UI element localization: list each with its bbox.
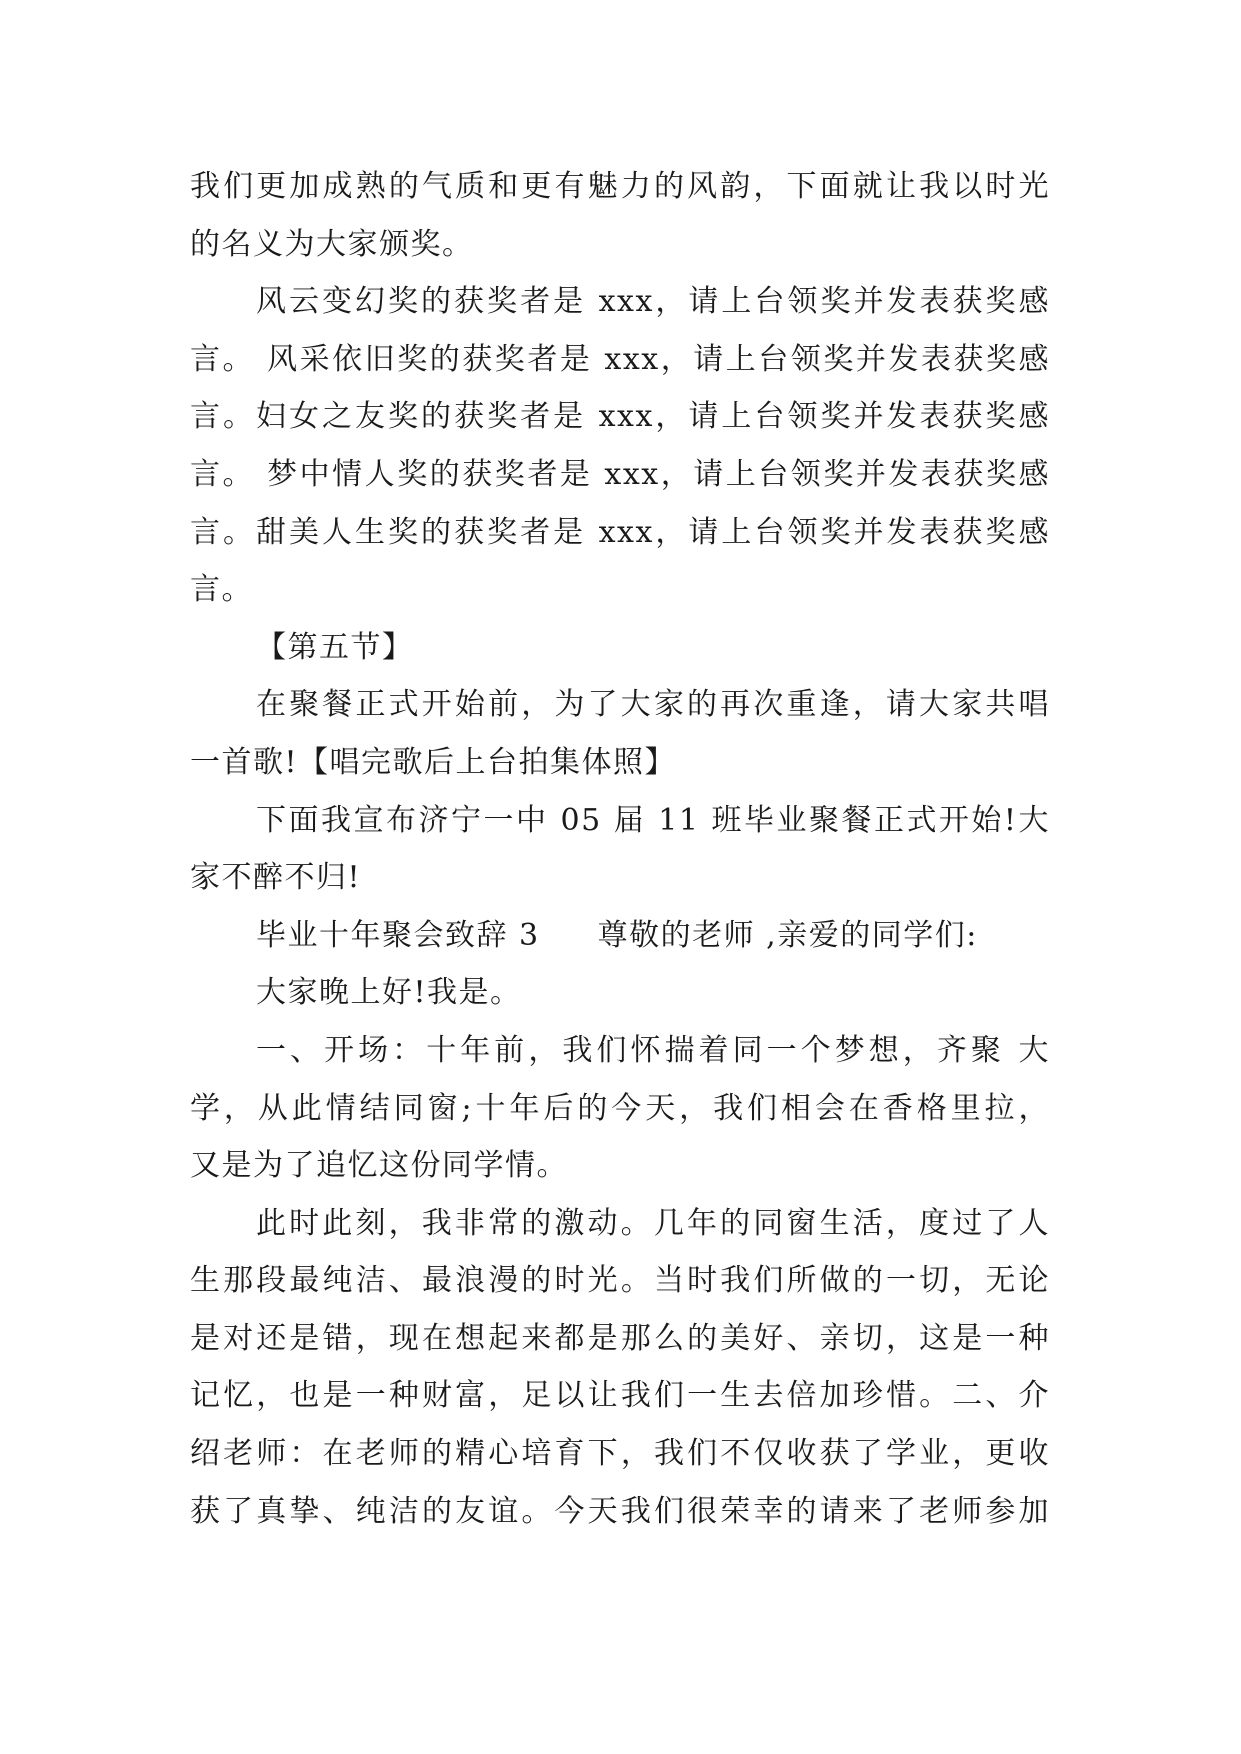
speech-title: 毕业十年聚会致辞 3 (256, 917, 540, 953)
text-line: 又是为了追忆这份同学情。 (190, 1148, 568, 1184)
speech-title-line (190, 907, 1050, 965)
text-line: 记忆，也是一种财富，足以让我们一生去倍加珍惜。二、介 (190, 1378, 1050, 1414)
text-line: 一、开场：十年前，我们怀揣着同一个梦想，齐聚 大 (256, 1032, 1050, 1068)
text-line: 此时此刻，我非常的激动。几年的同窗生活，度过了人 (256, 1205, 1050, 1241)
speech-salutation: 尊敬的老师 ,亲爱的同学们: (597, 917, 978, 953)
text-line: 一首歌!【唱完歌后上台拍集体照】 (190, 744, 677, 780)
text-line: 言。妇女之友奖的获奖者是 xxx，请上台领奖并发表获奖感 (190, 399, 1050, 435)
text-line: 言。 风采依旧奖的获奖者是 xxx，请上台领奖并发表获奖感 (190, 341, 1050, 377)
text-line: 绍老师：在老师的精心培育下，我们不仅收获了学业，更收 (190, 1436, 1050, 1472)
text-line: 我们更加成熟的气质和更有魅力的风韵，下面就让我以时光 (190, 169, 1050, 204)
text-line: 大家晚上好!我是。 (256, 975, 522, 1011)
text-line: 生那段最纯洁、最浪漫的时光。当时我们所做的一切，无论 (190, 1263, 1050, 1299)
document-body (190, 158, 1050, 1540)
text-line: 获了真挚、纯洁的友谊。今天我们很荣幸的请来了老师参加 (190, 1493, 1050, 1529)
text-line: 是对还是错，现在想起来都是那么的美好、亲切，这是一种 (190, 1320, 1050, 1356)
text-line: 言。 (190, 572, 253, 608)
text-line: 学，从此情结同窗;十年后的今天，我们相会在香格里拉， (190, 1090, 1050, 1126)
text-line: 家不醉不归! (190, 860, 362, 896)
text-line: 的名义为大家颁奖。 (190, 226, 474, 262)
section-heading: 【第五节】 (256, 629, 414, 665)
text-line: 下面我宣布济宁一中 05 届 11 班毕业聚餐正式开始!大 (256, 802, 1050, 838)
text-line: 风云变幻奖的获奖者是 xxx，请上台领奖并发表获奖感 (256, 284, 1050, 320)
text-line: 在聚餐正式开始前，为了大家的再次重逢，请大家共唱 (256, 687, 1050, 723)
text-line: 言。 梦中情人奖的获奖者是 xxx，请上台领奖并发表获奖感 (190, 456, 1050, 492)
text-line: 言。甜美人生奖的获奖者是 xxx，请上台领奖并发表获奖感 (190, 514, 1050, 550)
